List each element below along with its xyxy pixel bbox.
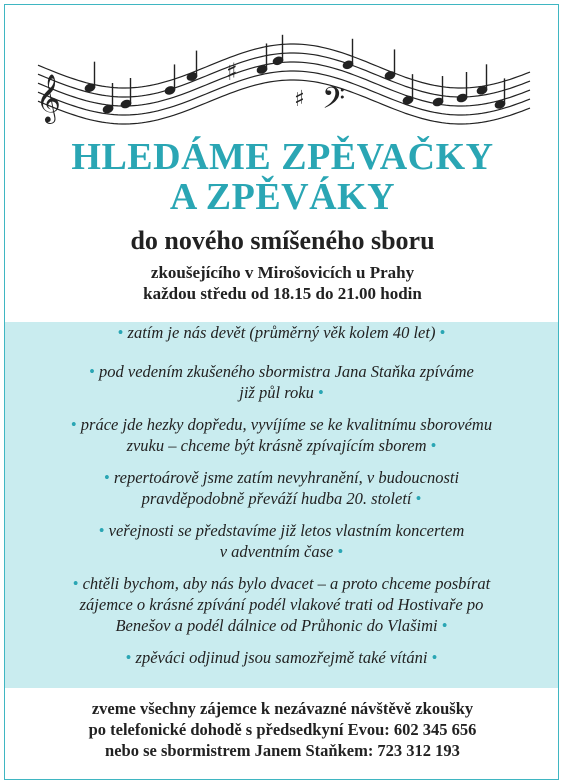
footer-line-3: nebo se sbormistrem Janem Staňkem: 723 312 193 xyxy=(105,741,460,760)
bullet-text: v adventním čase xyxy=(219,542,334,561)
bullet-text: pravděpodobně převáží hudba 20. století xyxy=(141,489,412,508)
bullet-line xyxy=(5,573,558,594)
headline-line-2: A ZPĚVÁKY xyxy=(169,176,396,218)
bullet-dot: • xyxy=(435,323,446,342)
bullet-line xyxy=(5,382,558,403)
bullet-text: zatím je nás devět (průměrný věk kolem 40 let) xyxy=(127,323,436,342)
bullet-item xyxy=(5,520,558,562)
bullet-dot: • xyxy=(72,574,83,593)
bullet-dot: • xyxy=(411,489,422,508)
bullet-dot: • xyxy=(103,468,114,487)
bullet-text: práce jde hezky dopředu, vyvíjíme se ke kvalitnímu sborovému xyxy=(80,415,493,434)
bullet-line xyxy=(5,541,558,562)
bullet-line xyxy=(5,615,558,636)
sharp-icon: ♯ xyxy=(294,87,305,112)
bullet-line xyxy=(5,414,558,435)
bass-clef-icon: 𝄢 xyxy=(322,82,346,123)
footer-line-1: zveme všechny zájemce k nezávazné návštěvě zkoušky xyxy=(91,699,474,718)
bullet-item xyxy=(5,414,558,456)
bullet-line xyxy=(5,647,558,668)
bullet-item xyxy=(5,361,558,403)
bullet-text: zpěváci odjinud jsou samozřejmě také vítáni xyxy=(135,648,428,667)
bullet-text: pod vedením zkušeného sbormistra Jana Staňka zpíváme xyxy=(99,362,474,381)
schedule-line: každou středu od 18.15 do 21.00 hodin xyxy=(143,284,422,303)
subtitle: do nového smíšeného sboru xyxy=(130,226,435,255)
bullet-line xyxy=(5,488,558,509)
headline-line-1: HLEDÁME ZPĚVAČKY xyxy=(71,136,494,178)
bullet-item xyxy=(5,573,558,636)
place-line: zkoušejícího v Mirošovicích u Prahy xyxy=(150,263,415,282)
bullet-text: zájemce o krásné zpívání podél vlakové trati od Hostivaře po xyxy=(79,595,484,614)
bullet-dot: • xyxy=(70,415,81,434)
bullet-text: repertoárově jsme zatím nevyhranění, v budoucnosti xyxy=(113,468,460,487)
staff-line xyxy=(38,44,530,88)
bullet-dot: • xyxy=(426,436,437,455)
bullet-dot: • xyxy=(333,542,344,561)
treble-clef-icon: 𝄞 xyxy=(36,73,61,122)
bullet-text: Benešov a podél dálnice od Průhonic do Vlašimi xyxy=(115,616,438,635)
bullet-dot: • xyxy=(427,648,438,667)
bullet-dot: • xyxy=(98,521,109,540)
bullet-dot: • xyxy=(117,323,128,342)
bullet-line xyxy=(5,594,558,615)
bullet-item xyxy=(5,322,558,343)
bullet-text: chtěli bychom, aby nás bylo dvacet – a proto chceme posbírat xyxy=(82,574,491,593)
bullet-line xyxy=(5,361,558,382)
bullet-dot: • xyxy=(89,362,100,381)
footer-line-2: po telefonické dohodě s předsedkyní Evou: 602 345 656 xyxy=(88,720,477,739)
bullet-dot: • xyxy=(313,383,324,402)
bullet-line xyxy=(5,322,558,343)
bullet-line xyxy=(5,435,558,456)
bullet-dot: • xyxy=(125,648,136,667)
sharp-icon: ♯ xyxy=(226,58,238,86)
bullet-dot: • xyxy=(437,616,448,635)
bullet-line xyxy=(5,520,558,541)
bullet-item xyxy=(5,647,558,668)
bullet-text: zvuku – chceme být krásně zpívajícím sborem xyxy=(126,436,427,455)
bullet-text: již půl roku xyxy=(239,383,314,402)
bullet-line xyxy=(5,467,558,488)
music-staff-icon xyxy=(30,14,535,134)
bullet-item xyxy=(5,467,558,509)
bullet-text: veřejnosti se představíme již letos vlastním koncertem xyxy=(108,521,465,540)
